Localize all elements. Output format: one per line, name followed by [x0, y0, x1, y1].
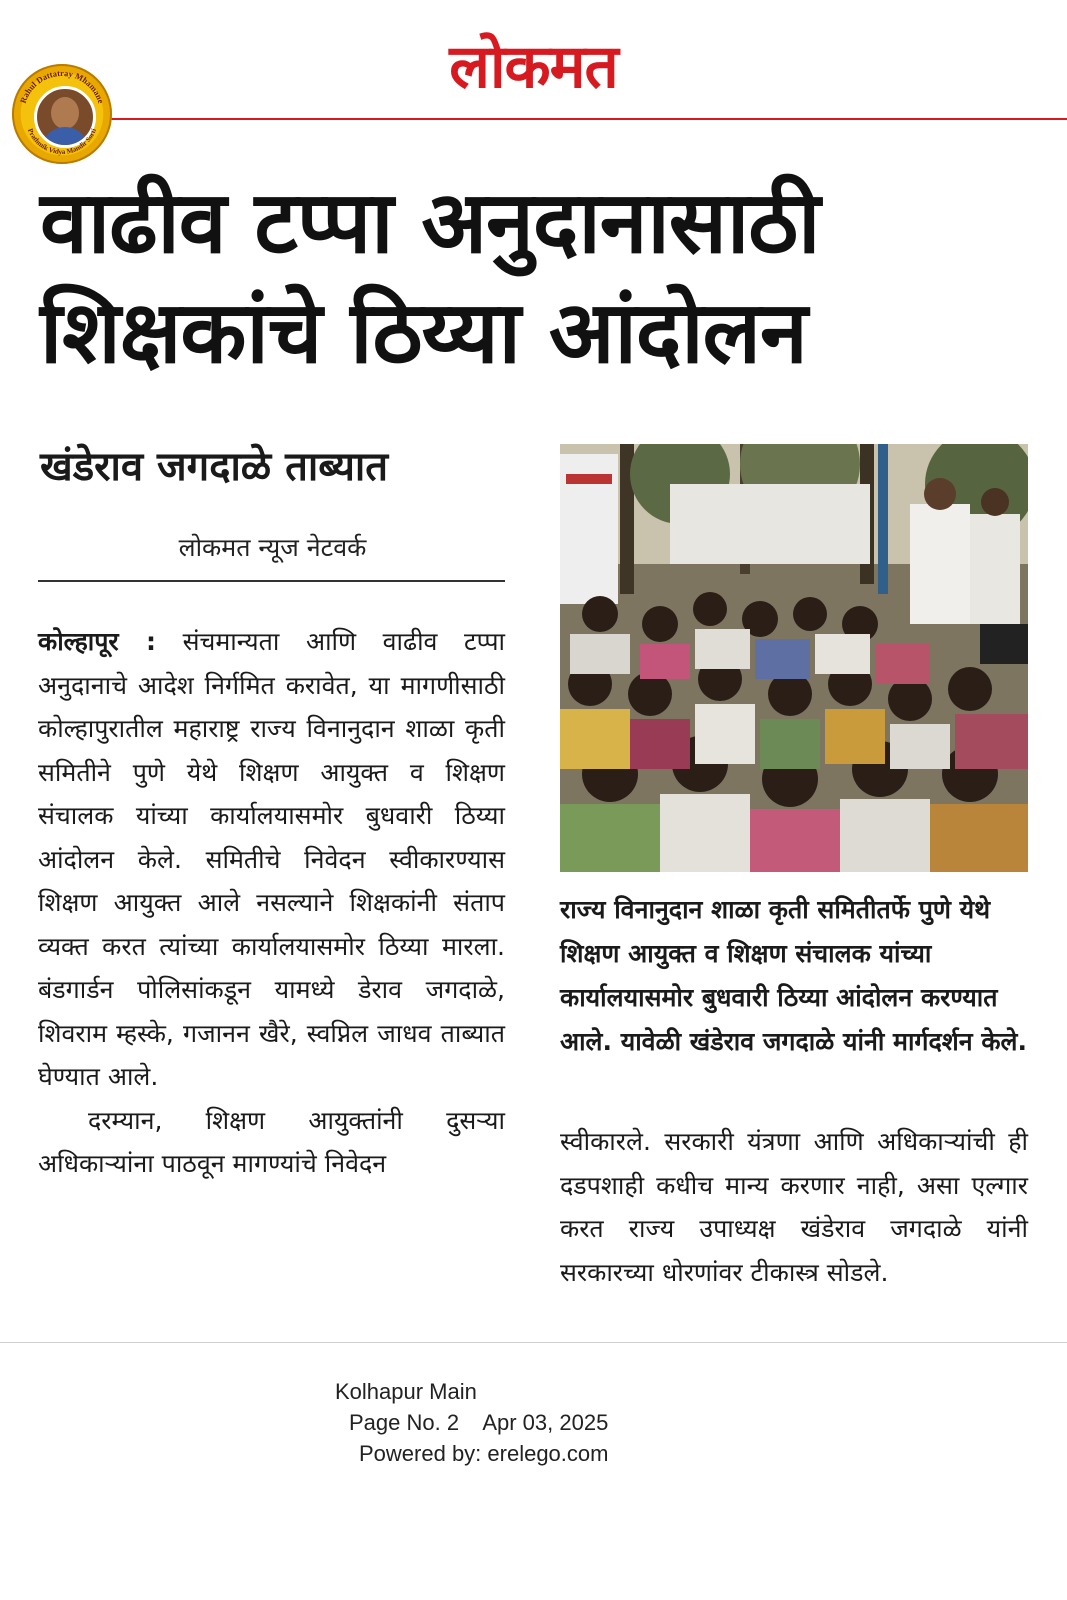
dateline: कोल्हापूर : [38, 627, 156, 656]
protest-photo [560, 444, 1028, 872]
headline [40, 168, 1040, 388]
protest-photo-image [560, 444, 1028, 872]
article-paragraph-1 [38, 620, 505, 1099]
svg-text:Prathmik Vidya Mandir Sorti: Prathmik Vidya Mandir Sorti [26, 127, 98, 157]
footer [335, 1376, 735, 1469]
photo-caption: राज्य विनानुदान शाळा कृती समितीतर्फे पुणे येथे शिक्षण आयुक्त व शिक्षण संचालक यांच्या कार्यालयासमोर बुधवारी ठिय्या आंदोलन करण्यात आले. यावेळी खंडेराव जगदाळे यांनी मार्गदर्शन केले. [560, 895, 1027, 1056]
article-paragraph-1-text: संचमान्यता आणि वाढीव टप्पा अनुदानाचे आदेश निर्गमित करावेत, या मागणीसाठी कोल्हापुरातील महाराष्ट्र राज्य विनानुदान शाळा कृती समितीने पुणे येथे शिक्षण आयुक्त व शिक्षण संचालक यांच्या कार्यालयासमोर बुधवारी ठिय्या आंदोलन केले. समितीचे निवेदन स्वीकारण्यास शिक्षण आयुक्त आले नसल्याने शिक्षकांनी संताप व्यक्त करत त्यांच्या कार्यालयासमोर ठिय्या मारला. बंडगार्डन पोलिसांकडून यामध्ये डेराव जगदाळे, शिवराम म्हस्के, गजानन खैरे, स्वप्निल जाधव ताब्यात घेण्यात आले. [38, 627, 506, 1091]
byline-rule [38, 580, 505, 582]
headline-line-1: वाढीव टप्पा अनुदानासाठी [40, 173, 820, 273]
masthead-rule [100, 118, 1067, 120]
badge-ring-text [12, 64, 112, 164]
edition-date: Apr 03, 2025 [482, 1410, 609, 1435]
page-number: Page No. 2 [349, 1410, 460, 1435]
svg-text:Rahul Dattatray Mhamane: Rahul Dattatray Mhamane [17, 67, 107, 105]
byline: लोकमत न्यूज नेटवर्क [178, 533, 367, 562]
article-paragraph-2: दरम्यान, शिक्षण आयुक्तांनी दुसऱ्या अधिकाऱ्यांना पाठवून मागण्यांचे निवेदन [38, 1105, 505, 1178]
article-right-column [560, 1120, 1028, 1294]
newspaper-logo: लोकमत [449, 32, 618, 102]
subheadline: खंडेराव जगदाळे ताब्यात [40, 444, 389, 490]
headline-line-2: शिक्षकांचे ठिय्या आंदोलन [40, 283, 807, 383]
article-paragraph-3: स्वीकारले. सरकारी यंत्रणा आणि अधिकाऱ्यांची ही दडपशाही कधीच मान्य करणार नाही, असा एल्गार करत राज्य उपाध्यक्ष खंडेराव जगदाळे यांनी सरकारच्या धोरणांवर टीकास्त्र सोडले. [560, 1127, 1028, 1287]
article-left-column [38, 620, 505, 1186]
page-date-line [335, 1407, 735, 1438]
footer-rule [0, 1342, 1067, 1343]
edition-label: Kolhapur Main [335, 1379, 477, 1404]
profile-badge [12, 64, 112, 164]
powered-by: Powered by: erelego.com [359, 1441, 609, 1466]
